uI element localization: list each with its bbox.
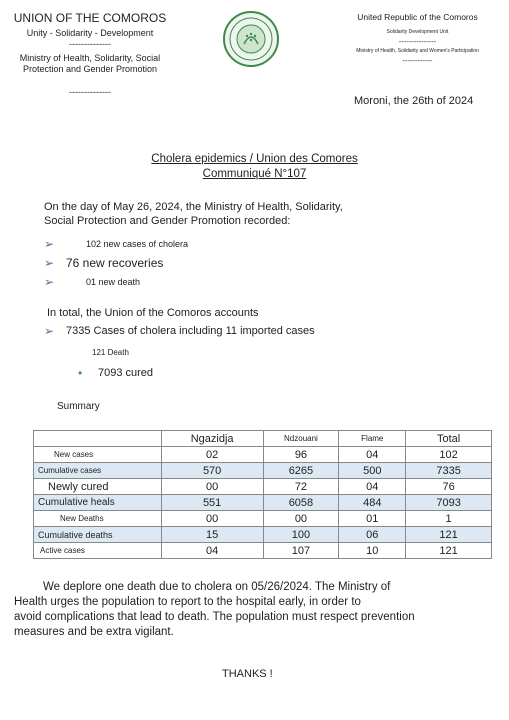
- total-cases-item: ➢ 7335 Cases of cholera including 11 imported cases: [44, 324, 315, 338]
- intro-line-2: Social Protection and Gender Promotion recorded:: [44, 215, 291, 227]
- document-date: Moroni, the 26th of 2024: [354, 95, 474, 107]
- ministry-right: Ministry of Health, Solidarity and Women's Participation: [356, 48, 479, 54]
- table-row: Cumulative cases 570 6265 500 7335: [34, 463, 492, 479]
- column-ngazidja: Ngazidja: [161, 431, 263, 447]
- communique-number: Communiqué N°107: [202, 168, 307, 180]
- motto: Unity - Solidarity - Development: [26, 28, 154, 38]
- arrow-bullet-icon: ➢: [44, 256, 55, 270]
- summary-table: [33, 430, 492, 559]
- communique-title: Cholera epidemics / Union des Comores: [151, 153, 358, 165]
- arrow-bullet-icon: ➢: [44, 275, 55, 289]
- total-deaths: 121 Death: [92, 348, 129, 357]
- header-right: [335, 12, 500, 66]
- table-row: New Deaths 00 00 01 1: [34, 511, 492, 527]
- header-left: [0, 10, 180, 98]
- daily-item: ➢ 102 new cases of cholera: [44, 237, 189, 251]
- total-cured-item: • 7093 cured: [78, 366, 154, 380]
- table-row: Newly cured 00 72 04 76: [34, 479, 492, 495]
- divider: --------------: [69, 87, 111, 97]
- country-name-right: United Republic of the Comoros: [357, 12, 478, 22]
- daily-item: ➢ 01 new death: [44, 275, 141, 289]
- table-row: Active cases 04 107 10 121: [34, 543, 492, 559]
- column-total: Total: [406, 431, 492, 447]
- divider: ---------------: [398, 37, 437, 46]
- national-seal-icon: [222, 10, 280, 68]
- column-ndzouani: Ndzouani: [263, 431, 339, 447]
- country-name: UNION OF THE COMOROS: [13, 11, 167, 25]
- table-row: Cumulative heals 551 6058 484 7093: [34, 495, 492, 511]
- daily-item: ➢ 76 new recoveries: [44, 256, 164, 270]
- dot-bullet-icon: •: [78, 366, 83, 380]
- table-header-row: [34, 431, 492, 447]
- ministry-line-1: Ministry of Health, Solidarity, Social: [19, 53, 161, 63]
- closing-paragraph: We deplore one death due to cholera on 05/26/2024. The Ministry of Health urges the population to report to the hospital early, in order to avoid complications that lead to death. The population must respect prevention measures and be extra vigilant.: [14, 581, 415, 638]
- table-row: Cumulative deaths 15 100 06 121: [34, 527, 492, 543]
- arrow-bullet-icon: ➢: [44, 324, 55, 338]
- ministry-line-2: Protection and Gender Promotion: [22, 64, 158, 74]
- thanks-text: THANKS !: [222, 668, 273, 680]
- divider: ------------: [402, 56, 433, 65]
- divider: --------------: [69, 39, 111, 49]
- unit-name: Solidarity Development Unit: [386, 29, 449, 35]
- intro-line-1: On the day of May 26, 2024, the Ministry of Health, Solidarity,: [44, 201, 343, 213]
- total-intro: In total, the Union of the Comoros accounts: [47, 307, 259, 319]
- arrow-bullet-icon: ➢: [44, 237, 55, 251]
- summary-label: Summary: [57, 401, 100, 412]
- table-row: New cases 02 96 04 102: [34, 447, 492, 463]
- column-flame: Flame: [339, 431, 406, 447]
